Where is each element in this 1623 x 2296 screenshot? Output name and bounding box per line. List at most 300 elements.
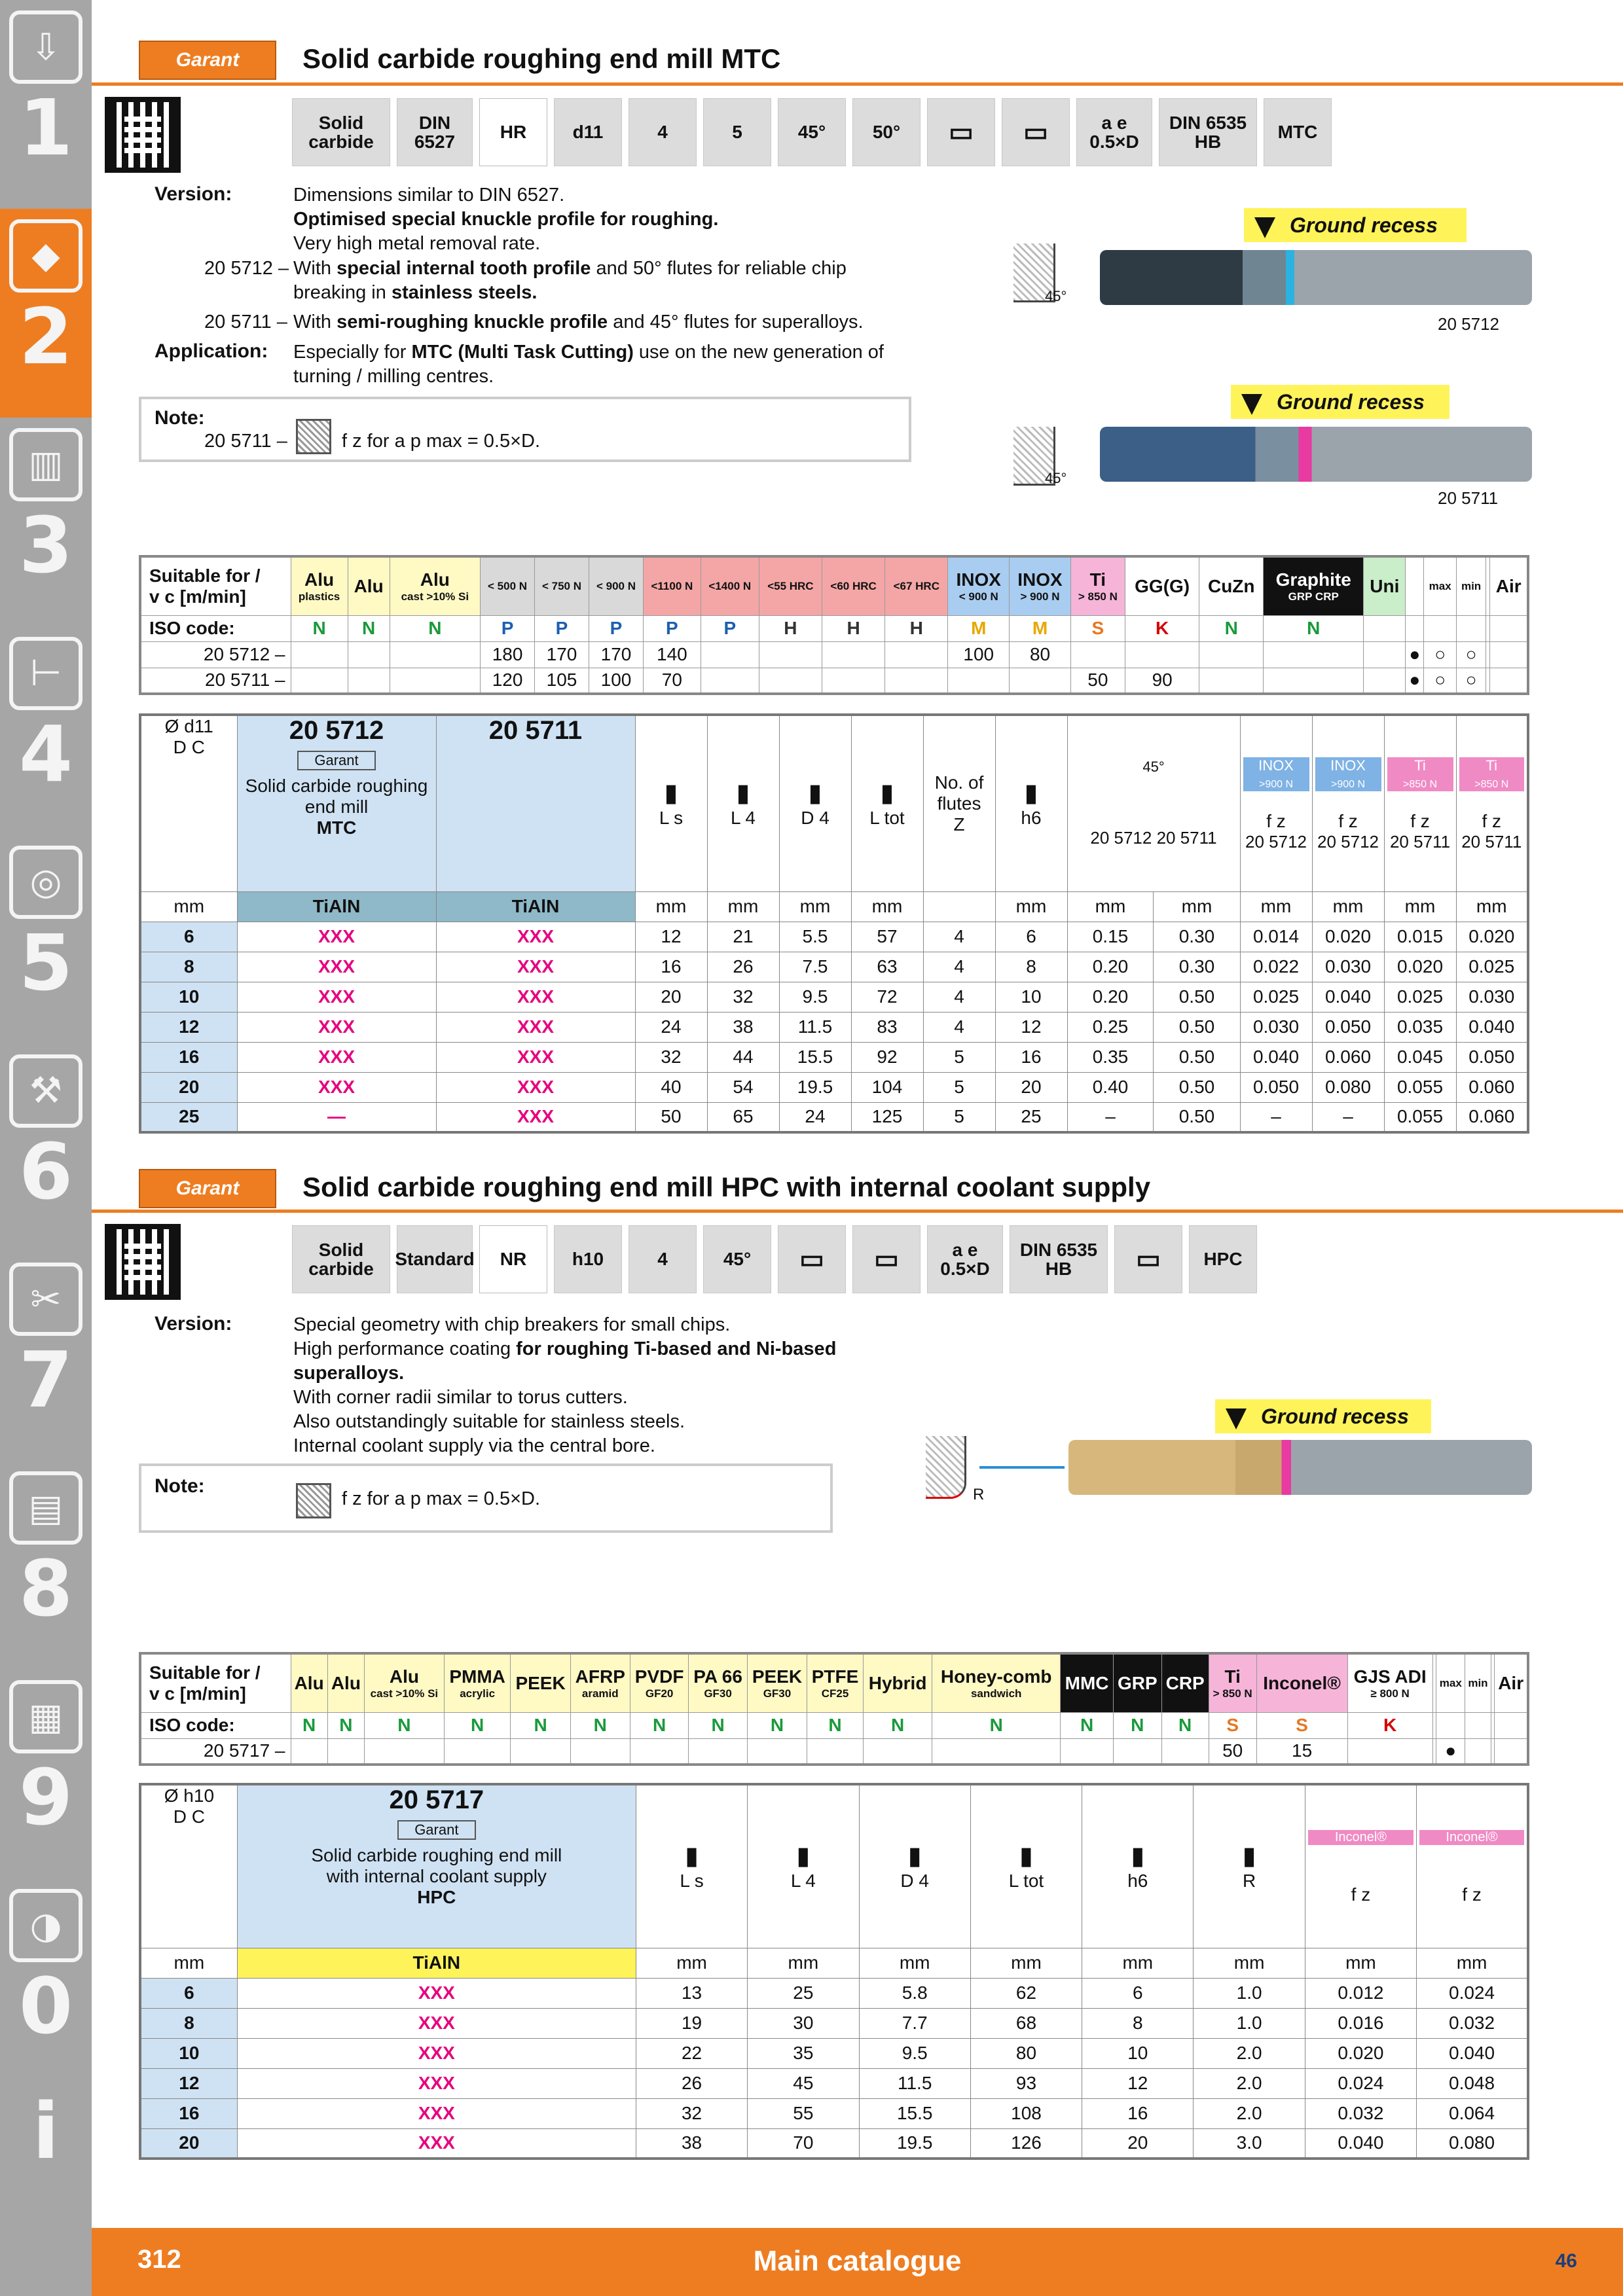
cutting-speed-cell bbox=[630, 1738, 688, 1765]
unit-cell: mm bbox=[707, 891, 779, 922]
unit-cell bbox=[923, 891, 995, 922]
cutting-speed-cell bbox=[1490, 668, 1528, 694]
diameter-cell: 12 bbox=[140, 1012, 237, 1042]
iso-code-cell: H bbox=[822, 615, 884, 641]
iso-code-cell: N bbox=[932, 1712, 1061, 1738]
garant-logo: Garant bbox=[139, 41, 276, 80]
table-row bbox=[140, 2128, 1528, 2159]
safety-goggles-icon: ◑ bbox=[9, 1889, 82, 1962]
caliper-icon: ⊢ bbox=[9, 637, 82, 710]
iso-code-cell: S bbox=[1070, 615, 1125, 641]
article-order-cell[interactable]: XXX bbox=[436, 982, 635, 1012]
unit-cell: mm bbox=[1417, 1948, 1528, 1978]
table-row bbox=[140, 952, 1528, 982]
value-cell: 57 bbox=[851, 922, 923, 952]
variant-11-text: With semi-roughing knuckle profile and 45° flutes for superalloys. bbox=[293, 312, 864, 332]
cutting-speed-cell: 105 bbox=[535, 668, 589, 694]
cutting-speed-cell: 90 bbox=[1125, 668, 1199, 694]
value-cell: 5 bbox=[923, 1102, 995, 1132]
article-order-cell[interactable]: XXX bbox=[237, 1042, 436, 1072]
page-number: 312 bbox=[137, 2245, 181, 2274]
value-cell: 38 bbox=[636, 2128, 747, 2159]
value-cell: 126 bbox=[970, 2128, 1082, 2159]
article-order-cell[interactable]: XXX bbox=[237, 1978, 636, 2008]
garant-logo: Garant bbox=[139, 1169, 276, 1208]
article-order-cell[interactable]: XXX bbox=[237, 2038, 636, 2068]
sidebar-item-9[interactable] bbox=[0, 1670, 92, 1878]
cutting-speed-cell bbox=[948, 668, 1010, 694]
value-cell: 22 bbox=[636, 2038, 747, 2068]
property-icon: a e 0.5×D bbox=[1076, 98, 1152, 166]
material-column-header: < 750 N bbox=[535, 556, 589, 615]
value-cell: 0.012 bbox=[1305, 1978, 1416, 2008]
value-cell: 0.055 bbox=[1384, 1102, 1456, 1132]
diameter-cell: 8 bbox=[140, 2008, 237, 2038]
value-cell: 26 bbox=[707, 952, 779, 982]
value-cell: 0.055 bbox=[1384, 1072, 1456, 1102]
material-column-header: < 900 N bbox=[589, 556, 644, 615]
property-icon: ▭ bbox=[1114, 1225, 1182, 1293]
property-icon: 45° bbox=[703, 1225, 771, 1293]
cutting-speed-cell bbox=[1061, 1738, 1114, 1765]
value-cell: 0.060 bbox=[1456, 1072, 1528, 1102]
chamfer-header: 45° 20 5712 20 5711 bbox=[1067, 715, 1240, 891]
value-cell: 0.040 bbox=[1456, 1012, 1528, 1042]
cutting-speed-cell bbox=[1465, 1738, 1491, 1765]
value-cell: 25 bbox=[748, 1978, 859, 2008]
sidebar-item-8[interactable] bbox=[0, 1461, 92, 1670]
qr-code-icon[interactable] bbox=[105, 1224, 181, 1300]
table-row bbox=[140, 1072, 1528, 1102]
value-cell: 25 bbox=[995, 1102, 1067, 1132]
diameter-cell: 8 bbox=[140, 952, 237, 982]
iso-code-cell: K bbox=[1347, 1712, 1432, 1738]
dimension-header: ▮ h6 bbox=[1082, 1784, 1194, 1948]
cutting-speed-cell bbox=[291, 641, 348, 668]
value-cell: 6 bbox=[995, 922, 1067, 952]
value-cell: 0.016 bbox=[1305, 2008, 1416, 2038]
unit-cell: mm bbox=[1456, 891, 1528, 922]
property-icon: ▭ bbox=[927, 98, 995, 166]
cutting-speed-cell bbox=[1490, 641, 1528, 668]
value-cell: 0.032 bbox=[1305, 2098, 1416, 2128]
material-column-header: Ti > 850 N bbox=[1070, 556, 1125, 615]
material-column-header: max bbox=[1424, 556, 1457, 615]
material-column-header: PVDF GF20 bbox=[630, 1653, 688, 1712]
sidebar-item-label: 7 bbox=[18, 1335, 73, 1426]
article-order-cell[interactable]: XXX bbox=[436, 1012, 635, 1042]
dimension-header: ▮ L s bbox=[636, 1784, 747, 1948]
value-cell: 125 bbox=[851, 1102, 923, 1132]
value-cell: 5 bbox=[923, 1072, 995, 1102]
value-cell: 5.5 bbox=[779, 922, 851, 952]
material-column-header: CuZn bbox=[1199, 556, 1264, 615]
wrench-icon: ⚒ bbox=[9, 1054, 82, 1128]
sidebar-item-label: 8 bbox=[18, 1543, 73, 1634]
value-cell: 2.0 bbox=[1194, 2068, 1305, 2098]
article-order-cell[interactable]: XXX bbox=[237, 1012, 436, 1042]
unit-cell: mm bbox=[140, 1948, 237, 1978]
iso-code-cell bbox=[1406, 615, 1424, 641]
value-cell: 0.040 bbox=[1417, 2038, 1528, 2068]
unit-cell: mm bbox=[1154, 891, 1240, 922]
sidebar-item-1[interactable] bbox=[0, 0, 92, 209]
material-column-header: <1400 N bbox=[701, 556, 759, 615]
dimension-header: ▮ L tot bbox=[851, 715, 923, 891]
property-icon: 5 bbox=[703, 98, 771, 166]
iso-code-cell: N bbox=[291, 615, 348, 641]
value-cell: 9.5 bbox=[859, 2038, 970, 2068]
note-label: Note: bbox=[155, 407, 205, 429]
sidebar-item-2[interactable] bbox=[0, 209, 92, 418]
material-column-header: min bbox=[1457, 556, 1486, 615]
application-text: Especially for MTC (Multi Task Cutting) use on the new generation of turning / milling centres. bbox=[293, 342, 884, 387]
cutting-speed-cell: 50 bbox=[1209, 1738, 1256, 1765]
value-cell: 9.5 bbox=[779, 982, 851, 1012]
value-cell: 0.50 bbox=[1154, 1012, 1240, 1042]
value-cell: 26 bbox=[636, 2068, 747, 2098]
iso-code-cell: N bbox=[630, 1712, 688, 1738]
cutting-speed-cell bbox=[822, 668, 884, 694]
value-cell: 4 bbox=[923, 922, 995, 952]
corner-radius-icon bbox=[926, 1436, 966, 1499]
dimension-header: ▮ R bbox=[1194, 1784, 1305, 1948]
cutting-speed-cell bbox=[1161, 1738, 1209, 1765]
material-column-header: PEEK GF30 bbox=[747, 1653, 807, 1712]
iso-code-cell: K bbox=[1125, 615, 1199, 641]
value-cell: 0.020 bbox=[1384, 952, 1456, 982]
cutting-speed-cell bbox=[932, 1738, 1061, 1765]
cutting-speed-cell bbox=[701, 668, 759, 694]
cutting-speed-cell bbox=[1113, 1738, 1161, 1765]
value-cell: 24 bbox=[635, 1012, 707, 1042]
cutting-speed-cell bbox=[291, 668, 348, 694]
table-row bbox=[140, 2068, 1528, 2098]
dimension-header: ▮ L 4 bbox=[748, 1784, 859, 1948]
value-cell: 38 bbox=[707, 1012, 779, 1042]
end-mill-205712-image bbox=[1100, 250, 1532, 305]
iso-code-cell: H bbox=[759, 615, 822, 641]
value-cell: 6 bbox=[1082, 1978, 1194, 2008]
diameter-cell: 6 bbox=[140, 922, 237, 952]
table-header-cell: Ø h10 D C bbox=[140, 1784, 237, 1948]
cutting-speed-cell bbox=[1347, 1738, 1432, 1765]
article-order-cell[interactable]: XXX bbox=[436, 1042, 635, 1072]
end-mill-205711-image bbox=[1100, 427, 1532, 482]
value-cell: 0.50 bbox=[1154, 1102, 1240, 1132]
cutting-speed-cell: 120 bbox=[481, 668, 535, 694]
suitable-for-label: Suitable for / v c [m/min] bbox=[140, 1653, 291, 1712]
table-header-cell: 20 5717 Garant Solid carbide roughing end mill with internal coolant supply HPC bbox=[237, 1784, 636, 1948]
divider bbox=[92, 1210, 1623, 1213]
property-icon: HR bbox=[479, 98, 547, 166]
article-order-cell[interactable]: XXX bbox=[237, 952, 436, 982]
cutting-speed-cell bbox=[390, 668, 480, 694]
value-cell: 0.25 bbox=[1067, 1012, 1154, 1042]
coating-cell: TiAlN bbox=[436, 891, 635, 922]
unit-cell: mm bbox=[995, 891, 1067, 922]
unit-cell: mm bbox=[140, 891, 237, 922]
iso-code-cell: P bbox=[701, 615, 759, 641]
iso-code-cell bbox=[1490, 615, 1528, 641]
cutting-speed-cell: 180 bbox=[481, 641, 535, 668]
sidebar-item-0[interactable] bbox=[0, 1878, 92, 2087]
property-icon-row bbox=[292, 1225, 1257, 1293]
sidebar-item-label: 1 bbox=[18, 82, 73, 173]
article-order-cell[interactable]: XXX bbox=[237, 2128, 636, 2159]
dimension-header: Inconel® f z bbox=[1417, 1784, 1528, 1948]
value-cell: 0.045 bbox=[1384, 1042, 1456, 1072]
cutting-speed-cell bbox=[348, 668, 390, 694]
value-cell: 55 bbox=[748, 2098, 859, 2128]
value-cell: 65 bbox=[707, 1102, 779, 1132]
milling-insert-icon: ◆ bbox=[9, 219, 82, 293]
diameter-cell: 16 bbox=[140, 2098, 237, 2128]
cutting-speed-cell bbox=[511, 1738, 570, 1765]
cutting-speed-cell: ● bbox=[1406, 668, 1424, 694]
article-order-cell[interactable]: XXX bbox=[237, 2068, 636, 2098]
property-icon: a e 0.5×D bbox=[927, 1225, 1003, 1293]
cutting-speed-cell bbox=[822, 641, 884, 668]
value-cell: 32 bbox=[636, 2098, 747, 2128]
sidebar-item-4[interactable] bbox=[0, 626, 92, 835]
iso-code-cell: N bbox=[390, 615, 480, 641]
value-cell: 0.20 bbox=[1067, 982, 1154, 1012]
article-code-cell: 20 5711 – bbox=[140, 668, 291, 694]
value-cell: 0.032 bbox=[1417, 2008, 1528, 2038]
value-cell: 8 bbox=[1082, 2008, 1194, 2038]
value-cell: 7.5 bbox=[779, 952, 851, 982]
diameter-cell: 20 bbox=[140, 2128, 237, 2159]
unit-cell: mm bbox=[1067, 891, 1154, 922]
value-cell: 4 bbox=[923, 952, 995, 982]
value-cell: 40 bbox=[635, 1072, 707, 1102]
sidebar-item-5[interactable] bbox=[0, 835, 92, 1044]
cutting-speed-cell bbox=[327, 1738, 364, 1765]
unit-cell: mm bbox=[1305, 1948, 1416, 1978]
cutting-speed-cell bbox=[1364, 641, 1406, 668]
sidebar-item-label: 9 bbox=[18, 1752, 73, 1843]
value-cell: 19.5 bbox=[779, 1072, 851, 1102]
unit-cell: mm bbox=[1240, 891, 1312, 922]
value-cell: 12 bbox=[635, 922, 707, 952]
material-column-header: Alu bbox=[327, 1653, 364, 1712]
unit-cell: mm bbox=[635, 891, 707, 922]
divider bbox=[92, 82, 1623, 86]
variant-12-text: With special internal tooth profile and 50° flutes for reliable chip breaking in stainless steels. bbox=[293, 258, 847, 303]
coolant-arrow-icon bbox=[979, 1466, 1065, 1469]
article-order-cell[interactable]: XXX bbox=[237, 2008, 636, 2038]
article-order-cell[interactable]: XXX bbox=[436, 922, 635, 952]
article-order-cell[interactable]: XXX bbox=[237, 922, 436, 952]
value-cell: 5 bbox=[923, 1042, 995, 1072]
end-mill-205717-image bbox=[1068, 1440, 1532, 1495]
cutting-speed-cell bbox=[1010, 668, 1071, 694]
dimension-header: ▮ L 4 bbox=[707, 715, 779, 891]
value-cell: 0.050 bbox=[1456, 1042, 1528, 1072]
article-order-cell[interactable]: XXX bbox=[237, 2098, 636, 2128]
value-cell: 3.0 bbox=[1194, 2128, 1305, 2159]
value-cell: 0.025 bbox=[1384, 982, 1456, 1012]
iso-code-cell: N bbox=[327, 1712, 364, 1738]
note-text: f z for a p max = 0.5×D. bbox=[342, 431, 541, 452]
cutting-speed-cell: ○ bbox=[1457, 668, 1486, 694]
property-icon: 45° bbox=[778, 98, 846, 166]
property-icon: 50° bbox=[852, 98, 921, 166]
article-order-cell[interactable]: XXX bbox=[436, 1102, 635, 1132]
variant-code-11: 20 5711 – bbox=[204, 312, 287, 332]
material-column-header: Alu cast >10% Si bbox=[390, 556, 480, 615]
sidebar-item-6[interactable] bbox=[0, 1044, 92, 1253]
note-text: f z for a p max = 0.5×D. bbox=[342, 1488, 541, 1509]
cutting-speed-cell bbox=[291, 1738, 327, 1765]
material-column-header: PEEK bbox=[511, 1653, 570, 1712]
sidebar-item-label: 0 bbox=[18, 1961, 73, 2052]
version-label: Version: bbox=[155, 183, 232, 205]
value-cell: 16 bbox=[995, 1042, 1067, 1072]
value-cell: – bbox=[1312, 1102, 1384, 1132]
table-row bbox=[140, 2008, 1528, 2038]
property-icon: d11 bbox=[554, 98, 622, 166]
table-row bbox=[140, 1102, 1528, 1132]
value-cell: 72 bbox=[851, 982, 923, 1012]
qr-code-icon[interactable] bbox=[105, 97, 181, 173]
material-column-header: PMMA acrylic bbox=[444, 1653, 511, 1712]
value-cell: 83 bbox=[851, 1012, 923, 1042]
value-cell: 0.064 bbox=[1417, 2098, 1528, 2128]
cutting-speed-cell bbox=[1199, 668, 1264, 694]
dimension-header: ▮ L tot bbox=[970, 1784, 1082, 1948]
value-cell: 0.025 bbox=[1240, 982, 1312, 1012]
material-column-header: Air bbox=[1490, 556, 1528, 615]
cutting-speed-cell bbox=[444, 1738, 511, 1765]
dimension-header: ▮ D 4 bbox=[859, 1784, 970, 1948]
value-cell: 0.060 bbox=[1456, 1102, 1528, 1132]
cutting-speed-cell: 70 bbox=[643, 668, 701, 694]
value-cell: 12 bbox=[1082, 2068, 1194, 2098]
property-icon-row bbox=[292, 98, 1332, 166]
value-cell: 21 bbox=[707, 922, 779, 952]
material-column-header: min bbox=[1465, 1653, 1491, 1712]
article-code-cell: 20 5717 – bbox=[140, 1738, 291, 1765]
article-order-cell[interactable]: XXX bbox=[436, 1072, 635, 1102]
sidebar-item-3[interactable] bbox=[0, 418, 92, 626]
value-cell: 92 bbox=[851, 1042, 923, 1072]
iso-code-cell: N bbox=[444, 1712, 511, 1738]
property-icon: DIN 6527 bbox=[397, 98, 473, 166]
value-cell: 13 bbox=[636, 1978, 747, 2008]
value-cell: 19 bbox=[636, 2008, 747, 2038]
property-icon: ▭ bbox=[852, 1225, 921, 1293]
cutting-speed-cell bbox=[701, 641, 759, 668]
ramp-milling-icon bbox=[296, 419, 331, 454]
value-cell: 0.080 bbox=[1417, 2128, 1528, 2159]
iso-code-cell: M bbox=[1010, 615, 1071, 641]
cutting-speed-cell bbox=[864, 1738, 932, 1765]
cutting-speed-cell: 15 bbox=[1256, 1738, 1347, 1765]
sidebar-item-label: 4 bbox=[18, 708, 73, 799]
iso-code-cell: N bbox=[807, 1712, 864, 1738]
section2-title: Solid carbide roughing end mill HPC with internal coolant supply bbox=[302, 1172, 1151, 1202]
value-cell: 20 bbox=[995, 1072, 1067, 1102]
cutting-speed-cell bbox=[1495, 1738, 1528, 1765]
value-cell: 54 bbox=[707, 1072, 779, 1102]
value-cell: 20 bbox=[635, 982, 707, 1012]
version-label: Version: bbox=[155, 1313, 232, 1335]
value-cell: 44 bbox=[707, 1042, 779, 1072]
diameter-cell: 12 bbox=[140, 2068, 237, 2098]
value-cell: 108 bbox=[970, 2098, 1082, 2128]
cutting-speed-cell bbox=[807, 1738, 864, 1765]
tolerance-header: ▮ h6 bbox=[995, 715, 1067, 891]
value-cell: 32 bbox=[635, 1042, 707, 1072]
iso-code-cell: M bbox=[948, 615, 1010, 641]
value-cell: 50 bbox=[635, 1102, 707, 1132]
article-order-cell[interactable]: XXX bbox=[237, 982, 436, 1012]
value-cell: 0.50 bbox=[1154, 1042, 1240, 1072]
property-icon: ▭ bbox=[1002, 98, 1070, 166]
iso-code-cell bbox=[1364, 615, 1406, 641]
value-cell: 5.8 bbox=[859, 1978, 970, 2008]
value-cell: 24 bbox=[779, 1102, 851, 1132]
material-column-header: Graphite GRP CRP bbox=[1264, 556, 1364, 615]
value-cell: 11.5 bbox=[779, 1012, 851, 1042]
material-column-header: <67 HRC bbox=[885, 556, 948, 615]
value-cell: 1.0 bbox=[1194, 2008, 1305, 2038]
iso-code-cell: N bbox=[1113, 1712, 1161, 1738]
article-order-cell[interactable]: XXX bbox=[436, 952, 635, 982]
value-cell: 8 bbox=[995, 952, 1067, 982]
sidebar-item-i[interactable] bbox=[0, 2087, 92, 2296]
value-cell: 0.030 bbox=[1312, 952, 1384, 982]
value-cell: 0.35 bbox=[1067, 1042, 1154, 1072]
unit-cell: mm bbox=[1384, 891, 1456, 922]
feed-header: INOX >900 N f z 20 5712 bbox=[1312, 715, 1384, 891]
material-column-header: INOX < 900 N bbox=[948, 556, 1010, 615]
suitability-table-2 bbox=[139, 1652, 1529, 1766]
material-column-header: <60 HRC bbox=[822, 556, 884, 615]
value-cell: 0.050 bbox=[1312, 1012, 1384, 1042]
iso-code-cell: N bbox=[864, 1712, 932, 1738]
unit-cell: mm bbox=[748, 1948, 859, 1978]
drill-icon: ⇩ bbox=[9, 10, 82, 84]
value-cell: 0.022 bbox=[1240, 952, 1312, 982]
cutting-speed-cell bbox=[1199, 641, 1264, 668]
cutting-speed-cell: ○ bbox=[1424, 668, 1457, 694]
article-order-cell[interactable]: XXX bbox=[237, 1072, 436, 1102]
cutting-speed-cell: 170 bbox=[589, 641, 644, 668]
article-order-cell[interactable]: — bbox=[237, 1102, 436, 1132]
table-row bbox=[140, 982, 1528, 1012]
cabinet-icon: ▦ bbox=[9, 1680, 82, 1753]
ground-recess-label: Ground recess bbox=[1244, 208, 1467, 242]
note-box bbox=[139, 397, 911, 462]
material-column-header: INOX > 900 N bbox=[1010, 556, 1071, 615]
material-column-header: Ti > 850 N bbox=[1209, 1653, 1256, 1712]
table-row bbox=[140, 2098, 1528, 2128]
iso-code-cell: H bbox=[885, 615, 948, 641]
value-cell: 0.040 bbox=[1305, 2128, 1416, 2159]
iso-code-cell: N bbox=[570, 1712, 630, 1738]
sidebar-item-7[interactable] bbox=[0, 1252, 92, 1461]
iso-code-cell: N bbox=[1061, 1712, 1114, 1738]
material-column-header: PTFE CF25 bbox=[807, 1653, 864, 1712]
value-cell: 16 bbox=[635, 952, 707, 982]
table-header-cell: Ø d11 D C bbox=[140, 715, 237, 891]
iso-code-cell: N bbox=[747, 1712, 807, 1738]
dimensions-table-2 bbox=[139, 1783, 1529, 2160]
value-cell: 70 bbox=[748, 2128, 859, 2159]
